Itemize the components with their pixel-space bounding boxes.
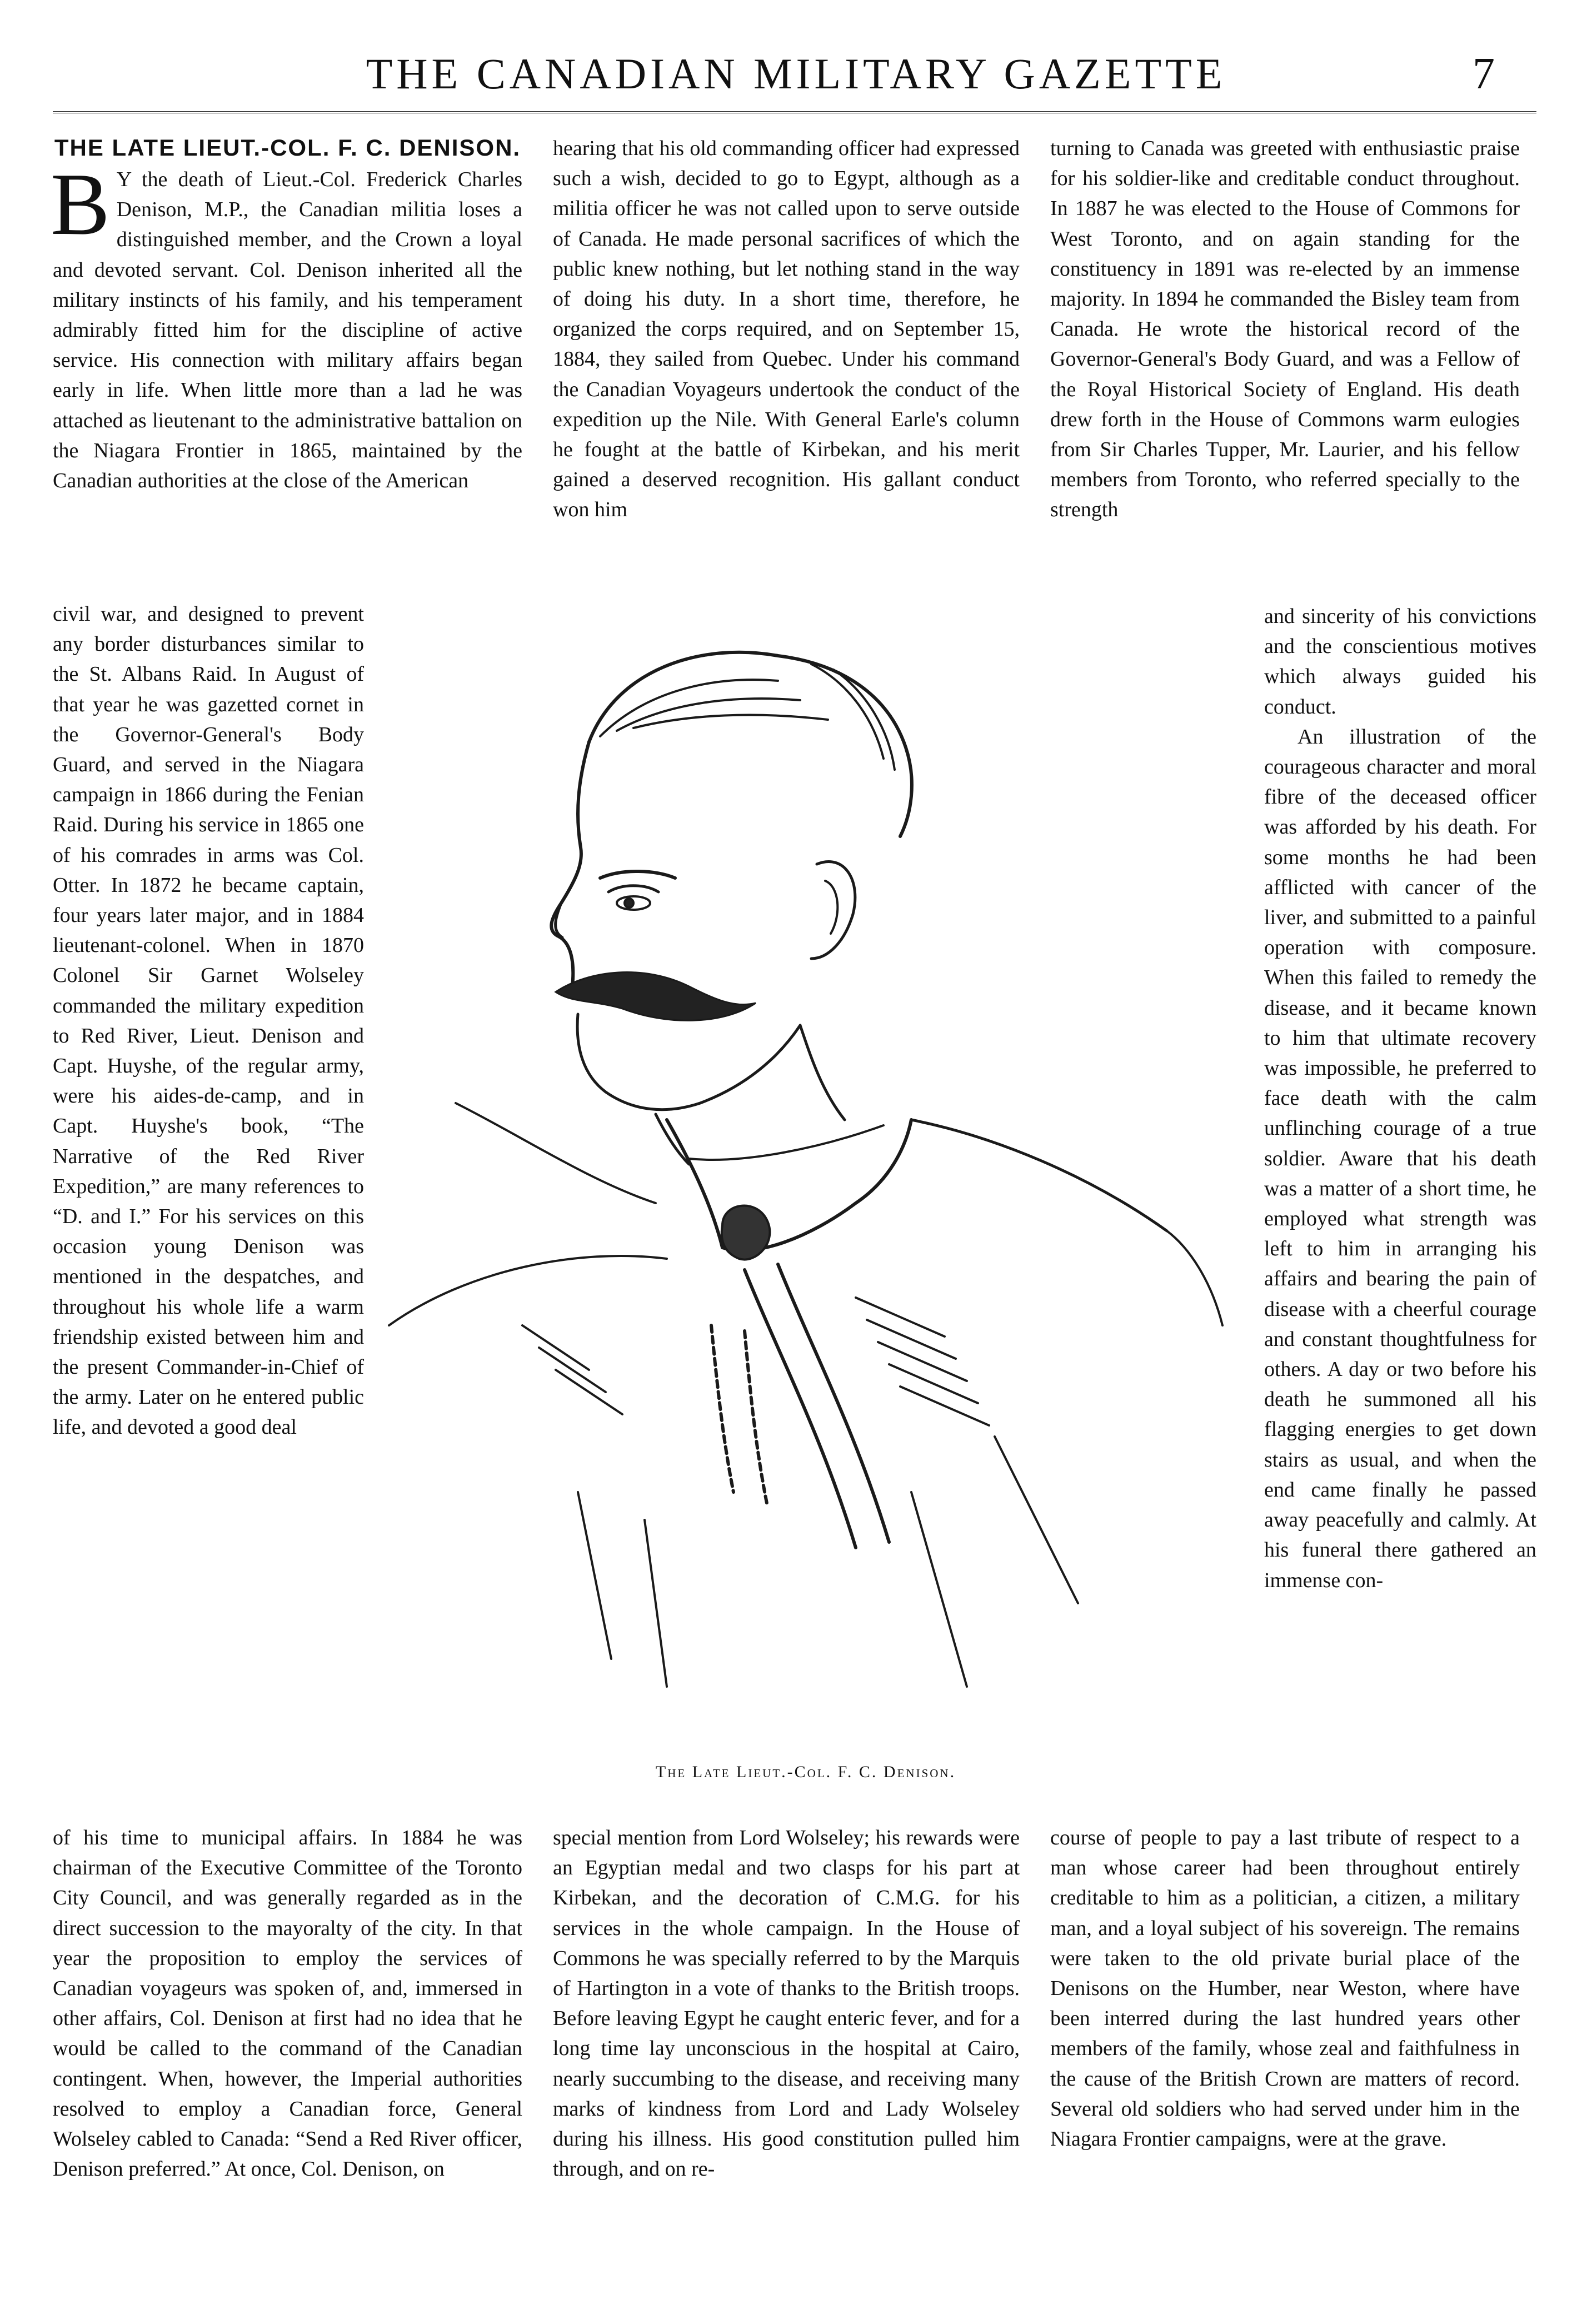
column-3-narrow <box>1264 601 1536 1595</box>
masthead <box>0 49 1592 104</box>
column-1-bottom-text: of his time to municipal affairs. In 1884 he was chairman of the Executive Committee of the Toronto City Council, and was generally regarded as in the direct succession to the mayoralty of the city. In that year the proposition to employ the services of Canadian voyageurs was spoken of, and, immersed in other affairs, Col. Denison at first had no idea that he would be called to the command of the Canadian contingent. When, however, the Imperial authorities resolved to employ a Canadian force, General Wolseley cabled to Canada: “Send a Red River officer, Denison preferred.” At once, Col. Denison, on <box>53 1826 522 2181</box>
portrait-caption: The Late Lieut.-Col. F. C. Denison. <box>655 1763 956 1781</box>
column-1-narrow <box>53 599 364 1443</box>
portrait-engraving <box>356 603 1267 1756</box>
drop-cap: B <box>51 154 110 253</box>
column-1-top <box>53 133 522 496</box>
page-number: 7 <box>1473 49 1495 98</box>
column-3-narrow-text-2: An illustration of the courageous character and moral fibre of the deceased officer was afforded by his death. For some months he had been afflicted with cancer of the liver, and submitted to a painful operation with composure. When this failed to remedy the disease, and it became known to him that ultimate recovery was impossible, he preferred to face death with the calm unflinching courage of a true soldier. Aware that his death was a matter of a short time, he employed what strength was left to him in arranging his affairs and bearing the pain of disease with a cheerful courage and constant thoughtfulness for others. A day or two before his death he summoned all his flagging energies to get down stairs as usual, and when the end came finally he passed away peacefully and calmly. At his funeral there gathered an immense con- <box>1264 725 1536 1592</box>
column-2-bottom <box>553 1823 1020 2184</box>
column-1-top-text: Y the death of Lieut.-Col. Frederick Charles Denison, M.P., the Canadian militia loses a distinguished member, and the Crown a loyal and devoted servant. Col. Denison inherited all the military instincts of his family, and his temperament admirably fitted him for the discipline of active service. His connection with military affairs began early in life. When little more than a lad he was attached as lieutenant to the administrative battalion on the Niagara Frontier in 1865, maintained by the Canadian authorities at the close of the American <box>53 168 522 493</box>
column-3-top <box>1050 133 1520 525</box>
column-3-narrow-text-1: and sincerity of his convictions and the conscientious motives which always guided his conduct. <box>1264 605 1536 719</box>
column-2-top <box>553 133 1020 525</box>
column-3-bottom <box>1050 1823 1520 2154</box>
column-2-bottom-text: special mention from Lord Wolseley; his rewards were an Egyptian medal and two clasps for his part at Kirbekan, and the decoration of C.M.G. for his services in the whole campaign. In the House of Commons he was specially referred to by the Marquis of Hartington in a vote of thanks to the British troops. Before leaving Egypt he caught enteric fever, and for a long time lay unconscious in the hospital at Cairo, nearly succumbing to the disease, and receiving many marks of kindness from Lord and Lady Wolseley during his illness. His good constitution pulled him through, and on re- <box>553 1826 1020 2181</box>
column-1-narrow-text: civil war, and designed to prevent any border disturbances similar to the St. Albans Raid. In August of that year he was gazetted cornet in the Governor-General's Body Guard, and served in the Niagara campaign in 1866 during the Fenian Raid. During his service in 1865 one of his comrades in arms was Col. Otter. In 1872 he became captain, four years later major, and in 1884 lieutenant-colonel. When in 1870 Colonel Sir Garnet Wolseley commanded the military expedition to Red River, Lieut. Denison and Capt. Huyshe, of the regular army, were his aides-de-camp, and in Capt. Huyshe's book, “The Narrative of the Red River Expedition,” are many references to “D. and I.” For his services on this occasion young Denison was mentioned in the despatches, and throughout his whole life a warm friendship existed between him and the present Commander-in-Chief of the army. Later on he entered public life, and devoted a good deal <box>53 602 364 1439</box>
article-heading: THE LATE LIEUT.-COL. F. C. DENISON. <box>54 134 521 161</box>
portrait-illustration <box>356 603 1267 1756</box>
masthead-title: THE CANADIAN MILITARY GAZETTE <box>366 49 1226 98</box>
column-1-bottom <box>53 1823 522 2184</box>
column-2-top-text: hearing that his old commanding officer had expressed such a wish, decided to go to Egypt, although as a militia officer he was not called upon to serve outside of Canada. He made personal sacrifices of which the public knew nothing, but let nothing stand in the way of doing his duty. In a short time, therefore, he organized the corps required, and on September 15, 1884, they sailed from Quebec. Under his command the Canadian Voyageurs undertook the conduct of the expedition up the Nile. With General Earle's column he fought at the battle of Kirbekan, and his merit gained a deserved recognition. His gallant conduct won him <box>553 137 1020 522</box>
header-rule <box>53 111 1536 113</box>
column-3-bottom-text: course of people to pay a last tribute of respect to a man whose career had been throughout entirely creditable to him as a politician, a citizen, a military man, and a loyal subject of his sovereign. The remains were taken to the old private burial place of the Denisons on the Humber, near Weston, where have been interred during the last hundred years other members of the family, whose zeal and faithfulness in the cause of the British Crown are matters of record. Several old soldiers who had served under him in the Niagara Frontier campaigns, were at the grave. <box>1050 1826 1520 2151</box>
column-3-top-text: turning to Canada was greeted with enthusiastic praise for his soldier-like and creditable conduct throughout. In 1887 he was elected to the House of Commons for West Toronto, and on again standing for the constituency in 1891 was re-elected by an immense majority. In 1894 he commanded the Bisley team from Canada. He wrote the historical record of the Governor-General's Body Guard, and was a Fellow of the Royal Historical Society of England. His death drew forth in the House of Commons warm eulogies from Sir Charles Tupper, Mr. Laurier, and his fellow members from Toronto, who referred specially to the strength <box>1050 137 1520 522</box>
